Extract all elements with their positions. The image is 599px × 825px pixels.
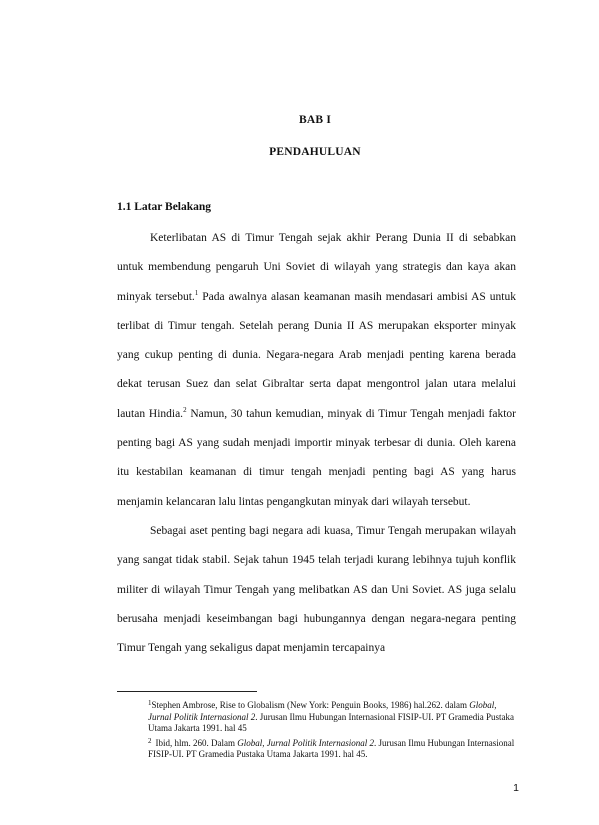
paragraph-1-part-c: Namun, 30 tahun kemudian, minyak di Timur Tengah menjadi faktor penting bagi AS yang sudah menjadi importir minyak terbesar di dunia. Oleh karena itu kestabilan keamanan di timur tengah menjadi penting bagi AS yang harus menjamin kelancaran lalu lintas pengangkutan minyak dari wilayah tersebut.: [117, 407, 516, 508]
footnote-2-rest: . Jurusan Ilmu Hubungan Internasional FISIP-UI. PT Gramedia Pustaka Utama Jakarta 1991. hal 45.: [148, 737, 515, 759]
footnote-1-mark: 1: [148, 699, 152, 707]
footnote-2: [148, 736, 516, 761]
footnote-1-journal: Global, Jurnal Politik Internasional 2: [148, 700, 497, 722]
footnote-2-text: Ibid, hlm. 260. Dalam: [155, 737, 238, 748]
footnote-2-journal: Global, Jurnal Politik Internasional 2: [237, 737, 374, 748]
footnote-divider: [117, 691, 257, 692]
paragraph-1-part-b: Pada awalnya alasan keamanan masih mendasari ambisi AS untuk terlibat di Timur tengah. Setelah perang Dunia II AS merupakan eksporter minyak yang cukup penting di dunia. Negara-negara Arab menjadi penting karena berada dekat terusan Suez dan selat Gibraltar serta dapat mengontrol jalan utara melalui lautan Hindia.: [117, 290, 516, 420]
footnote-ref-2: 2: [183, 405, 187, 414]
footnote-1-text: Stephen Ambrose, Rise to Globalism (New York: Penguin Books, 1986) hal.262. dalam: [151, 700, 470, 710]
paragraph-2: Sebagai aset penting bagi negara adi kuasa, Timur Tengah merupakan wilayah yang sangat tidak stabil. Sejak tahun 1945 telah terjadi kurang lebihnya tujuh konflik militer di wilayah Timur Tengah yang melibatkan AS dan Uni Soviet. AS juga selalu berusaha menjadi keseimbangan bagi hubungannya dengan negara-negara penting Timur Tengah yang sekaligus dapat menjamin tercapainya: [117, 524, 516, 655]
body-text: [117, 224, 516, 663]
chapter-number: BAB I: [299, 114, 331, 126]
page-number: 1: [513, 782, 519, 794]
section-heading: 1.1 Latar Belakang: [117, 201, 212, 213]
footnotes: [148, 698, 516, 762]
paragraph-1-part-a: Keterlibatan AS di Timur Tengah sejak akhir Perang Dunia II di sebabkan untuk membendung pengaruh Uni Soviet di wilayah yang strategis dan kaya akan minyak tersebut.: [117, 232, 516, 303]
paragraph-1: [117, 224, 516, 517]
footnote-1: [148, 698, 516, 735]
footnote-ref-1: 1: [194, 288, 199, 297]
chapter-title: PENDAHULUAN: [269, 146, 361, 158]
footnote-2-mark: 2: [148, 736, 152, 745]
footnote-1-rest: . Jurusan Ilmu Hubungan Internasional FISIP-UI. PT Gramedia Pustaka Utama Jakarta 1991. hal 45: [148, 711, 515, 733]
